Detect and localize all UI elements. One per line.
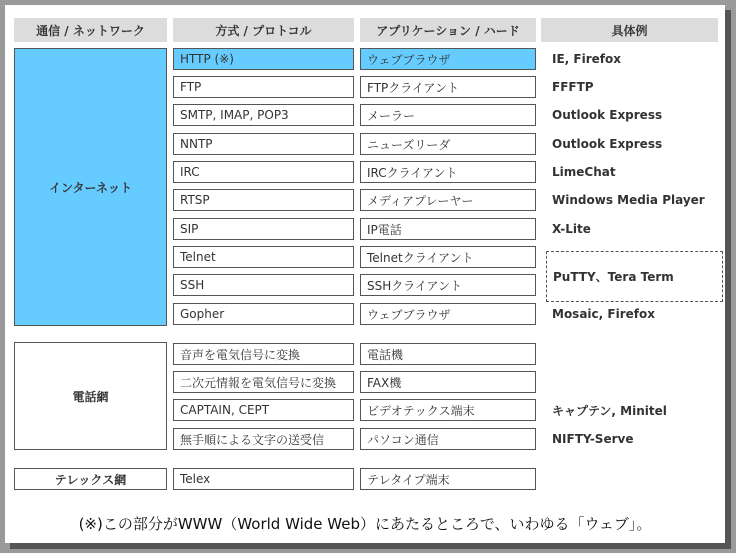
protocol-cell: SIP — [173, 218, 354, 240]
example-text: Outlook Express — [552, 108, 663, 122]
application-cell: SSHクライアント — [360, 274, 536, 296]
header-protocol: 方式 / プロトコル — [173, 18, 354, 42]
header-network: 通信 / ネットワーク — [14, 18, 167, 42]
protocol-cell: CAPTAIN, CEPT — [173, 399, 354, 421]
application-cell: ビデオテックス端末 — [360, 399, 536, 421]
application-cell: ウェブブラウザ — [360, 303, 536, 325]
example-text: X-Lite — [552, 222, 591, 236]
application-cell: FAX機 — [360, 371, 536, 393]
example-text: Windows Media Player — [552, 193, 705, 207]
application-cell: メーラー — [360, 104, 536, 126]
application-cell: パソコン通信 — [360, 428, 536, 450]
example-text: キャプテン, Minitel — [552, 403, 667, 418]
example-dashed-box: PuTTY、Tera Term — [546, 251, 723, 302]
protocol-cell: IRC — [173, 161, 354, 183]
application-cell: IP電話 — [360, 218, 536, 240]
protocol-cell: SSH — [173, 274, 354, 296]
application-cell: ニューズリーダ — [360, 133, 536, 155]
example-text: LimeChat — [552, 165, 616, 179]
header-application: アプリケーション / ハード — [360, 18, 536, 42]
protocol-cell: Gopher — [173, 303, 354, 325]
group-internet: インターネット — [14, 48, 167, 326]
application-cell: Telnetクライアント — [360, 246, 536, 268]
example-text: Mosaic, Firefox — [552, 307, 655, 321]
protocol-cell: 音声を電気信号に変換 — [173, 343, 354, 365]
group-telephone: 電話網 — [14, 342, 167, 450]
example-text: FFFTP — [552, 80, 594, 94]
example-text: NIFTY-Serve — [552, 432, 634, 446]
application-cell: 電話機 — [360, 343, 536, 365]
protocol-cell: 無手順による文字の送受信 — [173, 428, 354, 450]
diagram-frame — [5, 5, 725, 543]
example-text: IE, Firefox — [552, 52, 621, 66]
protocol-cell: SMTP, IMAP, POP3 — [173, 104, 354, 126]
protocol-cell: HTTP (※) — [173, 48, 354, 70]
protocol-cell: FTP — [173, 76, 354, 98]
protocol-cell: 二次元情報を電気信号に変換 — [173, 371, 354, 393]
footnote: (※)この部分がWWW（World Wide Web）にあたるところで、いわゆる「ウェブ」。 — [78, 515, 652, 533]
protocol-cell: Telnet — [173, 246, 354, 268]
application-cell: FTPクライアント — [360, 76, 536, 98]
application-cell: テレタイプ端末 — [360, 468, 536, 490]
protocol-cell: Telex — [173, 468, 354, 490]
protocol-cell: NNTP — [173, 133, 354, 155]
application-cell: メディアプレーヤー — [360, 189, 536, 211]
application-cell: ウェブブラウザ — [360, 48, 536, 70]
header-example: 具体例 — [541, 18, 718, 42]
protocol-cell: RTSP — [173, 189, 354, 211]
group-telex: テレックス網 — [14, 468, 167, 490]
example-text: Outlook Express — [552, 137, 663, 151]
application-cell: IRCクライアント — [360, 161, 536, 183]
